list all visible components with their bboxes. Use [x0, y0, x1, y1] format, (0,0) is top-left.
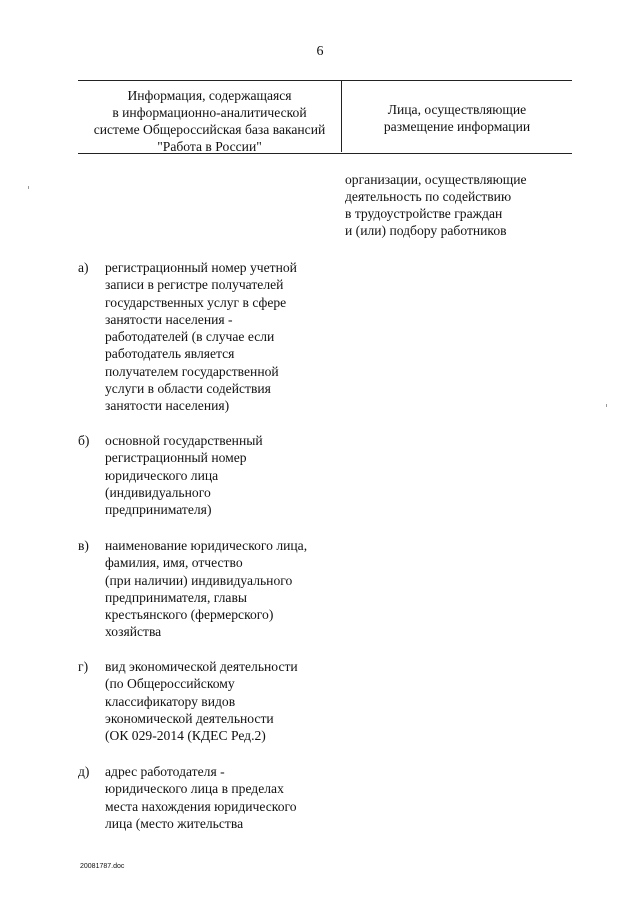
list-item-text: наименование юридического лица, фамилия, имя, отчество (при наличии) индивидуального предпринимателя, главы крестьянского (фермерского) хозяйства [105, 538, 308, 640]
persons-cell: организации, осуществляющие деятельность по содействию в трудоустройстве граждан и (или) подбору работников [345, 172, 527, 238]
header-info-column: Информация, содержащаяся в информационно-аналитической системе Общероссийская база вакансий "Работа в России" [93, 88, 326, 154]
list-item-text: адрес работодателя - юридического лица в пределах места нахождения юридического лица (место жительства [105, 764, 297, 831]
list-marker: д) [78, 764, 90, 779]
header-persons-column: Лица, осуществляющие размещение информации [383, 102, 531, 134]
list-item-text: основной государственный регистрационный номер юридического лица (индивидуального предпринимателя) [105, 433, 263, 518]
list-marker: в) [78, 538, 89, 553]
list-marker: б) [78, 433, 90, 448]
document-filename: 20081787.doc [80, 863, 125, 870]
scan-speck [28, 186, 29, 189]
page-number: 6 [316, 44, 324, 59]
list-marker: а) [78, 260, 89, 275]
list-marker: г) [78, 659, 89, 674]
column-divider [341, 80, 342, 152]
table-header [78, 80, 572, 154]
scan-speck [606, 404, 607, 407]
list-item-text: регистрационный номер учетной записи в регистре получателей государственных услуг в сфере занятости населения - работодателей (в случае если работодатель является получателем государственной услуги в области содействия занятости населения) [105, 260, 297, 414]
list-item-text: вид экономической деятельности (по Общероссийскому классификатору видов экономической деятельности (ОК 029-2014 (КДЕС Ред.2) [105, 659, 298, 744]
